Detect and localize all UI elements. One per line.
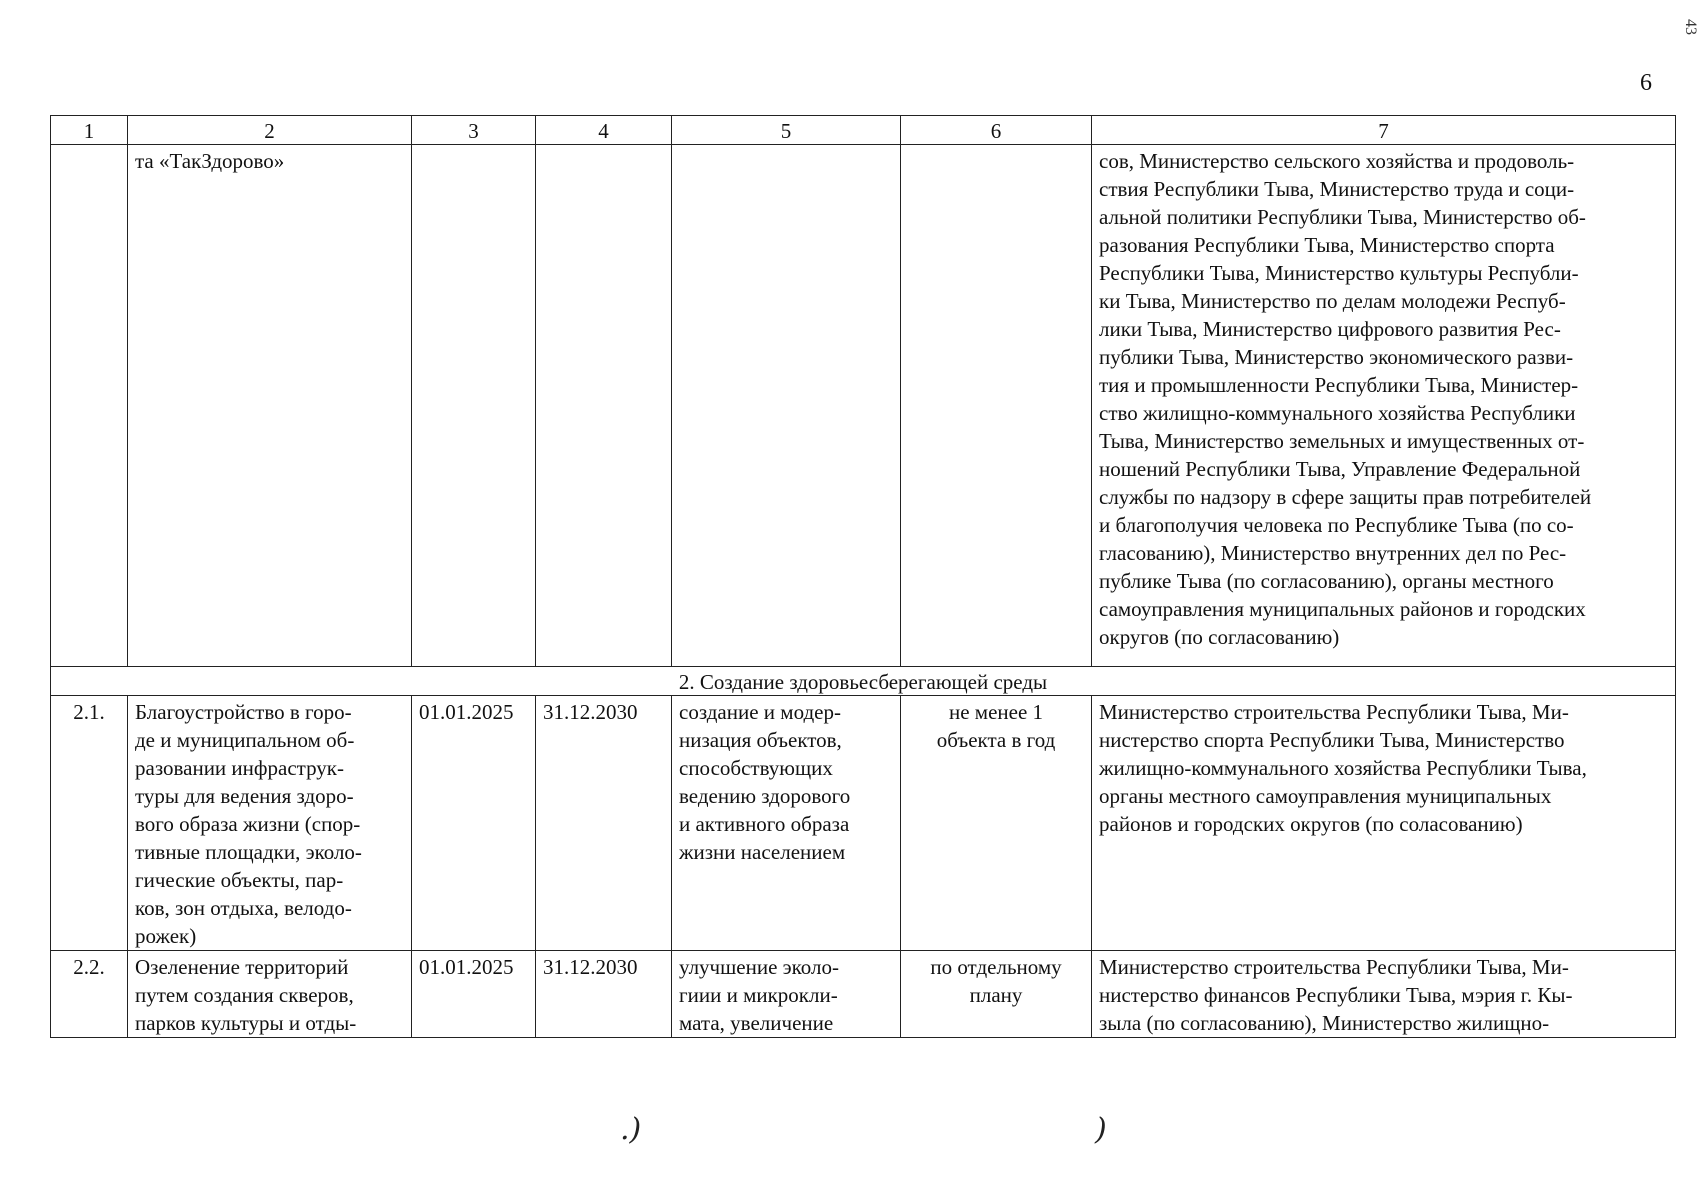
row-number-cell: 2.1.: [51, 696, 128, 951]
continued-row: [51, 145, 1676, 667]
start-date-cell: 01.01.2025: [412, 951, 536, 1038]
row-number-cell: 2.2.: [51, 951, 128, 1038]
table-row: [51, 951, 1676, 1038]
page-number: 6: [1640, 70, 1652, 96]
header-row: [51, 116, 1676, 145]
indicator-cell: не менее 1 объекта в год: [901, 696, 1092, 951]
responsible-cell: Министерство строительства Республики Тыва, Ми- нистерство финансов Республики Тыва, мэрия г. Кы- зыла (по согласованию), Министерство жилищно-: [1092, 951, 1676, 1038]
start-date-cell: [412, 145, 536, 667]
end-date-cell: [536, 145, 672, 667]
header-cell: 2: [128, 116, 412, 145]
header-cell: 7: [1092, 116, 1676, 145]
end-date-cell: 31.12.2030: [536, 696, 672, 951]
header-cell: 3: [412, 116, 536, 145]
activity-cell: та «ТакЗдорово»: [128, 145, 412, 667]
result-cell: создание и модер- низация объектов, способствующих ведению здорового и активного образа жизни населением: [672, 696, 901, 951]
action-plan-table: [50, 115, 1676, 1038]
activity-cell: Благоустройство в горо- де и муниципальном об- разовании инфраструк- туры для ведения здоро- вого образа жизни (спор- тивные площадки, эколо- гические объекты, пар- ков, зон отдыха, велодо- рожек): [128, 696, 412, 951]
header-cell: 4: [536, 116, 672, 145]
responsible-cell: сов, Министерство сельского хозяйства и продоволь- ствия Республики Тыва, Министерство труда и соци- альной политики Республики Тыва, Министерство об- разования Республики Тыва, Министерство спорта Республики Тыва, Министерство культуры Республи- ки Тыва, Министерство по делам молодежи Респуб- лики Тыва, Министерство цифрового развития Рес- публики Тыва, Министерство экономического разви- тия и промышленности Республики Тыва, Министер- ство жилищно-коммунального хозяйства Республики Тыва, Министерство земельных и имущественных от- ношений Республики Тыва, Управление Федеральной службы по надзору в сфере защиты прав потребителей и благополучия человека по Республике Тыва (по со- гласованию), Министерство внутренних дел по Рес- публике Тыва (по согласованию), органы местного самоуправления муниципальных районов и городских округов (по согласованию): [1092, 145, 1676, 667]
end-date-cell: 31.12.2030: [536, 951, 672, 1038]
result-cell: улучшение эколо- гиии и микрокли- мата, увеличение: [672, 951, 901, 1038]
header-cell: 1: [51, 116, 128, 145]
section-title: 2. Создание здоровьесберегающей среды: [51, 667, 1676, 696]
row-number-cell: [51, 145, 128, 667]
header-cell: 5: [672, 116, 901, 145]
section-row: [51, 667, 1676, 696]
binding-mark-right: ): [1095, 1112, 1107, 1147]
result-cell: [672, 145, 901, 667]
responsible-cell: Министерство строительства Республики Тыва, Ми- нистерство спорта Республики Тыва, Министерство жилищно-коммунального хозяйства Республики Тыва, органы местного самоуправления муниципальных районов и городских округов (по соласованию): [1092, 696, 1676, 951]
header-cell: 6: [901, 116, 1092, 145]
start-date-cell: 01.01.2025: [412, 696, 536, 951]
activity-cell: Озеленение территорий путем создания скверов, парков культуры и отды-: [128, 951, 412, 1038]
indicator-cell: [901, 145, 1092, 667]
binding-mark-left: .): [620, 1112, 642, 1147]
corner-handwritten-mark: 43: [1682, 19, 1699, 35]
indicator-cell: по отдельному плану: [901, 951, 1092, 1038]
table-row: [51, 696, 1676, 951]
